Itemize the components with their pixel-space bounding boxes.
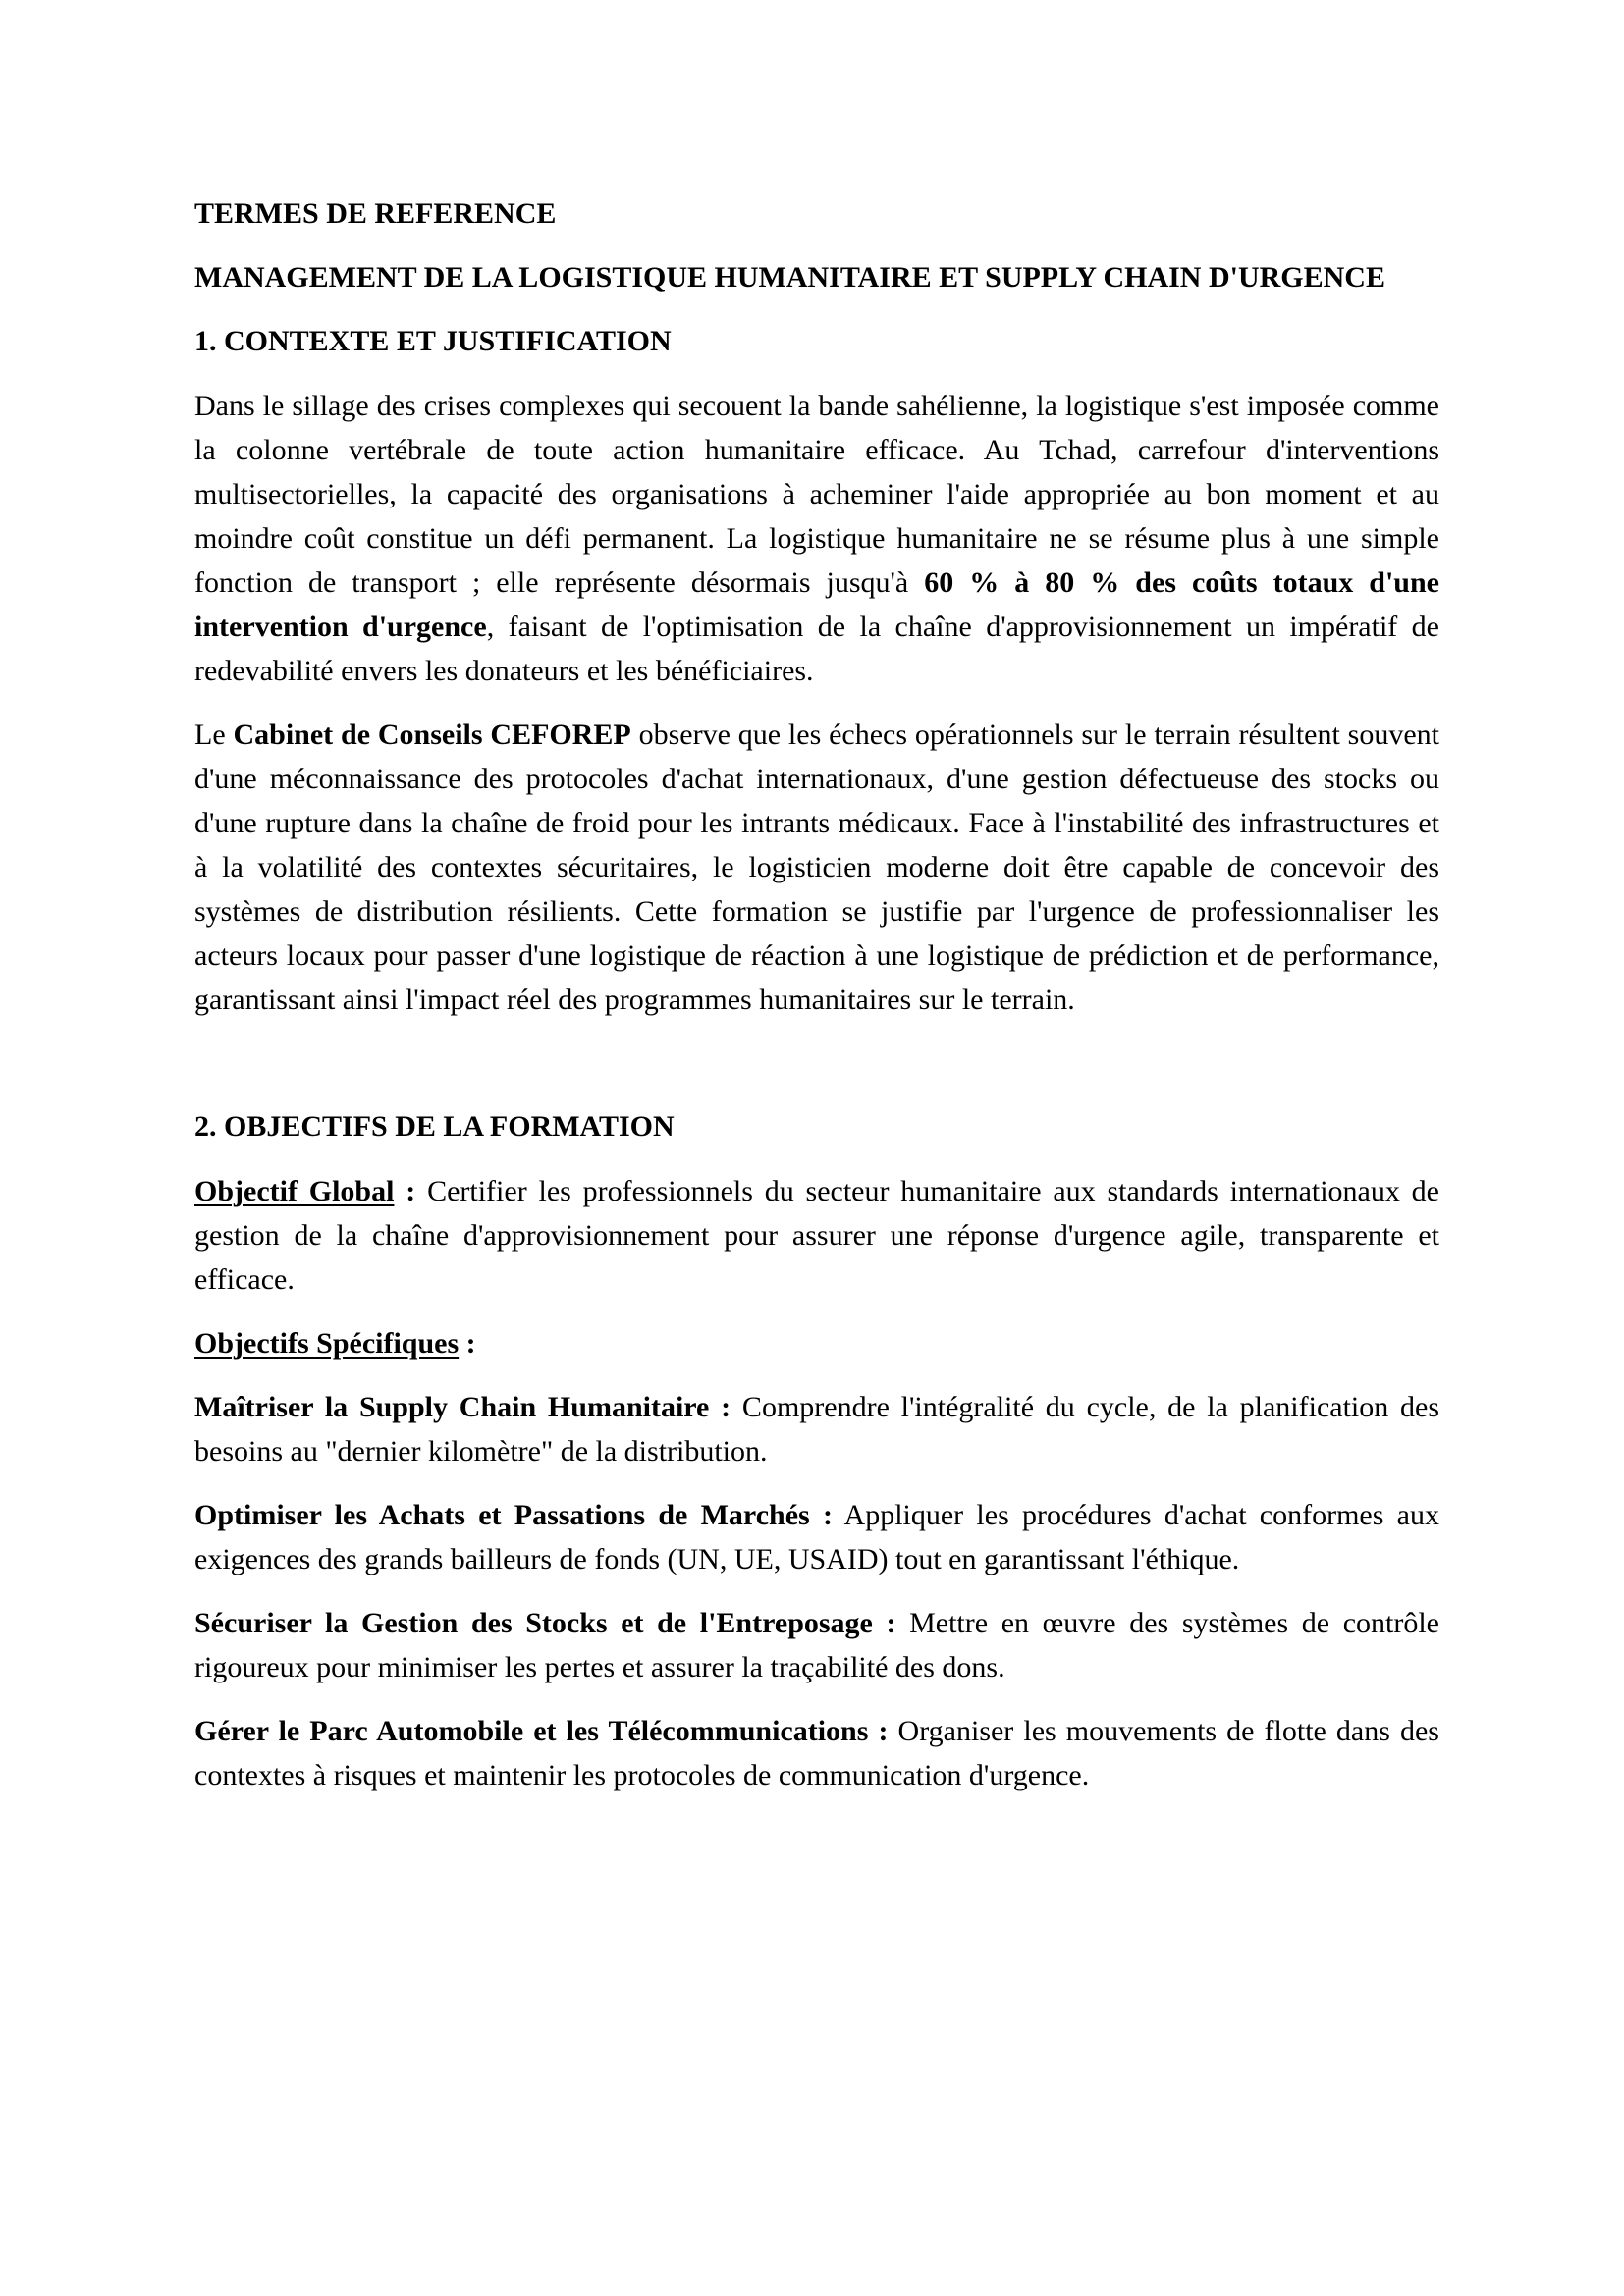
specific-objective-label: Gérer le Parc Automobile et les Télécommunications : [194, 1715, 889, 1747]
specific-objective-item [194, 1493, 1439, 1581]
specific-objectives-heading [194, 1321, 1439, 1365]
specific-objective-text: Organiser les mouvements de flotte dans des contextes à risques et maintenir les protocoles de communication d'urgence. [194, 1715, 1439, 1791]
global-objective-separator: : [394, 1175, 428, 1207]
context-paragraph-1 [194, 384, 1439, 693]
global-objective [194, 1169, 1439, 1302]
specific-objectives-suffix: : [459, 1327, 476, 1360]
specific-objective-label: Sécuriser la Gestion des Stocks et de l'Entreposage : [194, 1607, 896, 1639]
context-p2-bold: Cabinet de Conseils CEFOREP [233, 719, 631, 751]
context-p2-text-a: Le [194, 719, 234, 751]
section-heading-context: 1. CONTEXTE ET JUSTIFICATION [194, 325, 672, 357]
context-paragraph-2 [194, 713, 1439, 1022]
global-objective-text: Certifier les professionnels du secteur humanitaire aux standards internationaux de gestion de la chaîne d'approvisionnement pour assurer une réponse d'urgence agile, transparente et efficace. [194, 1175, 1439, 1296]
global-objective-label: Objectif Global [194, 1175, 395, 1207]
specific-objective-text: Mettre en œuvre des systèmes de contrôle rigoureux pour minimiser les pertes et assurer la traçabilité des dons. [194, 1607, 1439, 1683]
specific-objectives-label: Objectifs Spécifiques [194, 1327, 460, 1360]
specific-objective-item [194, 1385, 1439, 1473]
empty-paragraph-spacer [194, 1041, 1439, 1105]
context-p1-bold: 60 % à 80 % des coûts totaux d'une intervention d'urgence [194, 566, 1439, 643]
context-p1-text-b: , faisant de l'optimisation de la chaîne d'approvisionnement un impératif de redevabilité envers les donateurs et les bénéficiaires. [194, 611, 1439, 687]
specific-objective-label: Optimiser les Achats et Passations de Marchés : [194, 1499, 833, 1531]
context-p2-text-b: observe que les échecs opérationnels sur le terrain résultent souvent d'une méconnaissance des protocoles d'achat internationaux, d'une gestion défectueuse des stocks ou d'une rupture dans la chaîne de froid pour les intrants médicaux. Face à l'instabilité des infrastructures et à la volatilité des contextes sécuritaires, le logisticien moderne doit être capable de concevoir des systèmes de distribution résilients. Cette formation se justifie par l'urgence de professionnaliser les acteurs locaux pour passer d'une logistique de réaction à une logistique de prédiction et de performance, garantissant ainsi l'impact réel des programmes humanitaires sur le terrain. [194, 719, 1440, 1016]
document-page [194, 192, 1439, 1817]
document-type-heading: TERMES DE REFERENCE [194, 197, 557, 230]
specific-objective-text: Appliquer les procédures d'achat conformes aux exigences des grands bailleurs de fonds (UN, UE, USAID) tout en garantissant l'éthique. [194, 1499, 1439, 1575]
specific-objective-label: Maîtriser la Supply Chain Humanitaire : [194, 1391, 731, 1423]
specific-objective-text: Comprendre l'intégralité du cycle, de la planification des besoins au "dernier kilomètre" de la distribution. [194, 1391, 1440, 1468]
context-p1-text-a: Dans le sillage des crises complexes qui secouent la bande sahélienne, la logistique s'est imposée comme la colonne vertébrale de toute action humanitaire efficace. Au Tchad, carrefour d'interventions multisectorielles, la capacité des organisations à acheminer l'aide appropriée au bon moment et au moindre coût constitue un défi permanent. La logistique humanitaire ne se résume plus à une simple fonction de transport ; elle représente désormais jusqu'à [194, 390, 1439, 599]
specific-objective-item [194, 1709, 1439, 1797]
specific-objective-item [194, 1601, 1439, 1689]
document-title: MANAGEMENT DE LA LOGISTIQUE HUMANITAIRE ET SUPPLY CHAIN D'URGENCE [194, 261, 1385, 294]
section-heading-objectives: 2. OBJECTIFS DE LA FORMATION [194, 1110, 675, 1143]
